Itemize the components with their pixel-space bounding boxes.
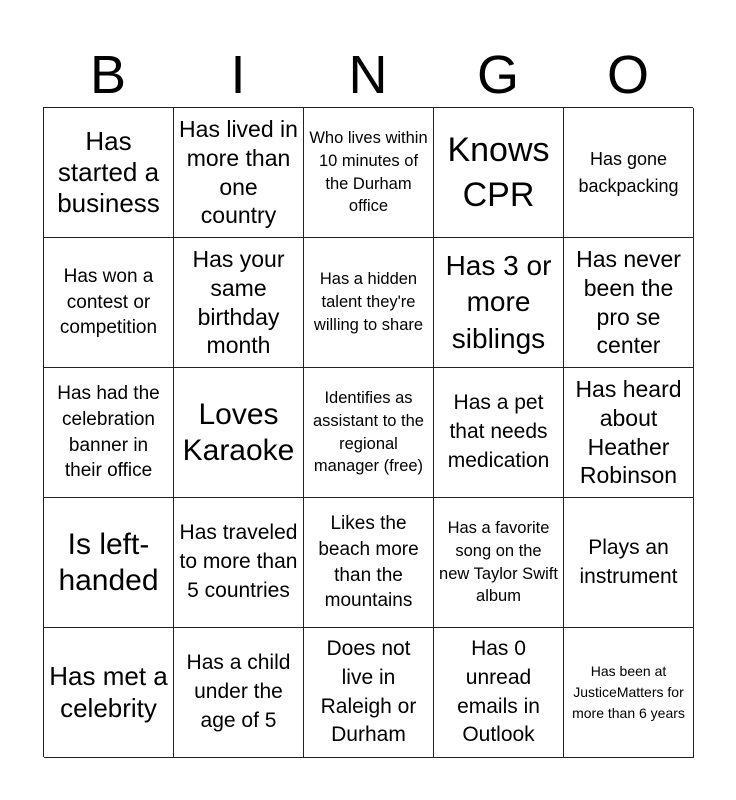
bingo-cell[interactable] [434,108,564,238]
bingo-cell[interactable] [174,628,304,758]
bingo-cell-text: Has started a business [57,125,160,219]
bingo-cell-text: Has traveled to more than 5 countries [179,521,298,602]
bingo-cell-text: Has 3 or more siblings [445,249,552,354]
bingo-cell[interactable] [44,108,174,238]
bingo-cell-text: Has won a contest or competition [59,266,158,339]
bingo-cell[interactable] [564,108,694,238]
bingo-header [43,44,693,106]
bingo-cell-text: Identifies as assistant to the regional manager (free) [313,388,424,476]
bingo-cell[interactable] [44,628,174,758]
bingo-cell-text: Has gone backpacking [578,149,679,196]
bingo-cell-text: Loves Karaoke [182,397,295,467]
header-letter-b: B [89,45,127,105]
bingo-cell[interactable] [564,368,694,498]
bingo-cell[interactable] [434,368,564,498]
bingo-cell[interactable] [304,498,434,628]
bingo-cell-text: Has 0 unread emails in Outlook [457,636,540,747]
bingo-cell-text: Has your same birthday month [192,246,285,359]
bingo-cell-text: Has been at JusticeMatters for more than 6 years [572,663,685,721]
bingo-cell-text: Has heard about Heather Robinson [575,376,682,489]
bingo-cell-text: Has never been the pro se center [576,246,681,359]
bingo-cell[interactable] [304,628,434,758]
header-letter-i: I [230,45,246,105]
bingo-cell[interactable] [564,238,694,368]
bingo-cell-text: Knows CPR [447,131,550,214]
bingo-cell-text: Has lived in more than one country [179,116,298,229]
bingo-cell-text: Is left-handed [58,527,159,597]
bingo-cell[interactable] [304,238,434,368]
bingo-cell-text: Has a pet that needs medication [447,391,550,472]
bingo-cell[interactable] [304,368,434,498]
bingo-cell[interactable] [44,498,174,628]
bingo-cell[interactable] [174,108,304,238]
header-letter-o: O [606,45,649,105]
bingo-cell[interactable] [174,498,304,628]
bingo-cell[interactable] [564,498,694,628]
bingo-cell[interactable] [304,108,434,238]
bingo-cell-text: Has met a celebrity [49,661,168,723]
bingo-cell[interactable] [44,368,174,498]
bingo-cell-text: Does not live in Raleigh or Durham [320,636,417,747]
bingo-cell-text: Likes the beach more than the mountains [318,513,419,612]
bingo-cell-text: Has a child under the age of 5 [186,651,291,732]
bingo-cell-text: Has a favorite song on the new Taylor Swift album [439,518,558,606]
bingo-cell[interactable] [434,498,564,628]
bingo-card-grid [43,107,693,757]
bingo-cell[interactable] [434,628,564,758]
bingo-cell-text: Who lives within 10 minutes of the Durham office [309,128,428,216]
bingo-cell[interactable] [564,628,694,758]
bingo-cell[interactable] [174,238,304,368]
header-letter-n: N [348,45,388,105]
header-letter-g: G [476,45,519,105]
bingo-cell-text: Has had the celebration banner in their office [57,383,160,482]
bingo-cell-text: Has a hidden talent they're willing to share [313,270,424,334]
bingo-cell[interactable] [434,238,564,368]
bingo-cell-text: Plays an instrument [579,535,678,588]
bingo-cell[interactable] [44,238,174,368]
bingo-cell[interactable] [174,368,304,498]
